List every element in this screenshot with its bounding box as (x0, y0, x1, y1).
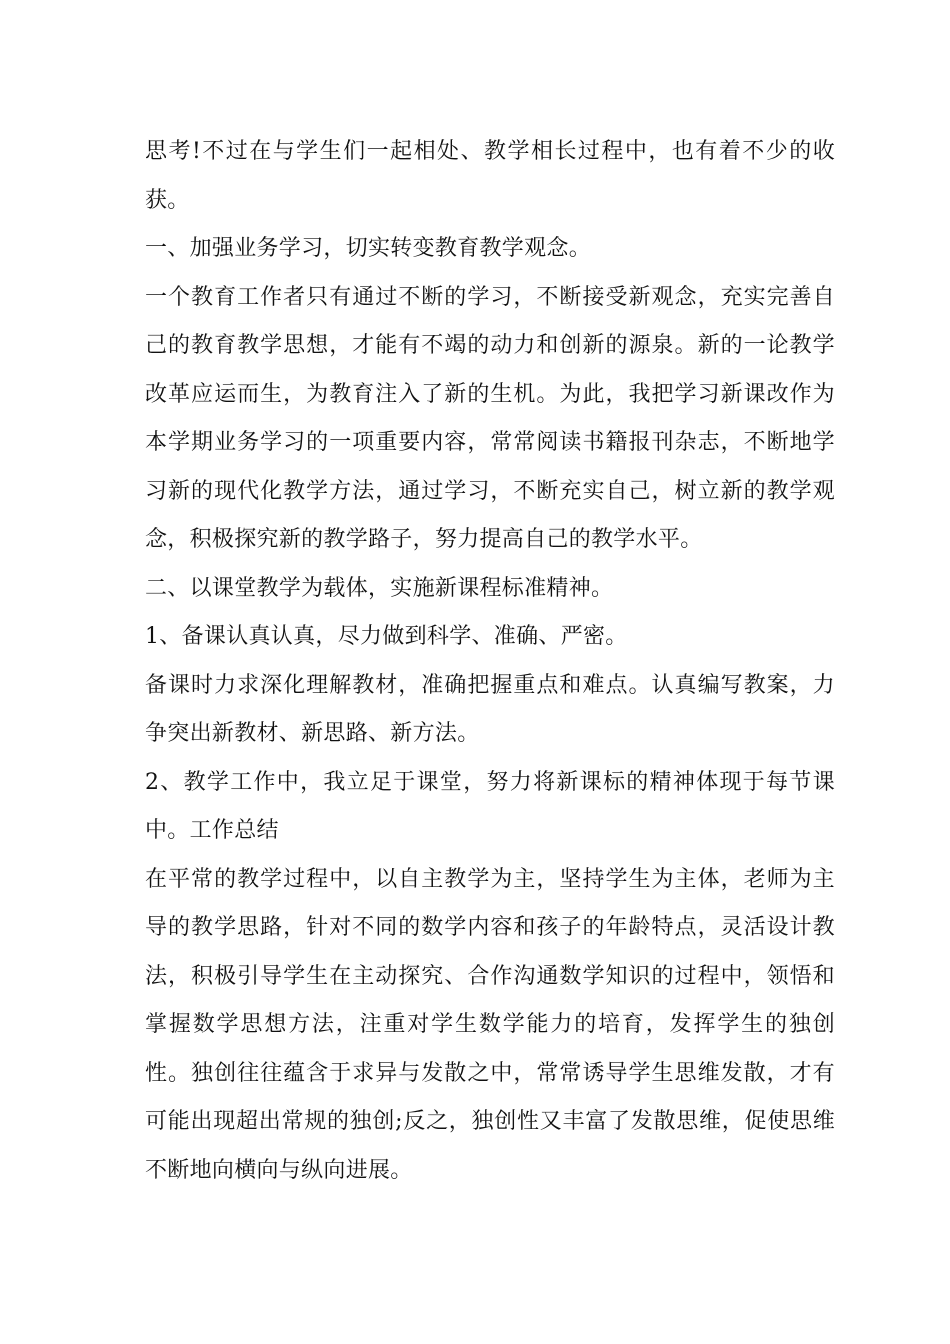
paragraph-continuation: 思考!不过在与学生们一起相处、教学相长过程中，也有着不少的收获。 (145, 139, 835, 213)
subheading-2: 2、教学工作中，我立足于课堂，努力将新课标的精神体现于每节课中。工作总结 (145, 769, 835, 843)
section-heading-2: 二、以课堂教学为载体，实施新课程标准精神。 (145, 575, 614, 601)
document-body (145, 128, 835, 1195)
section-heading-1: 一、加强业务学习，切实转变教育教学观念。 (145, 236, 592, 261)
subheading-1: 1、备课认真认真，尽力做到科学、准确、严密。 (145, 624, 628, 649)
paragraph-study: 一个教育工作者只有通过不断的学习，不断接受新观念，充实完善自己的教育教学思想，才能有不竭的动力和创新的源泉。新的一论教学改革应运而生，为教育注入了新的生机。为此，我把学习新课改作为本学期业务学习的一项重要内容，常常阅读书籍报刊杂志，不断地学习新的现代化教学方法，通过学习，不断充实自己，树立新的教学观念，积极探究新的教学路子，努力提高自己的教学水平。 (145, 284, 835, 552)
paragraph-lesson-prep: 备课时力求深化理解教材，准确把握重点和难点。认真编写教案，力争突出新教材、新思路、新方法。 (145, 672, 835, 746)
paragraph-teaching-process: 在平常的教学过程中，以自主教学为主，坚持学生为主体，老师为主导的教学思路，针对不同的数学内容和孩子的年龄特点，灵活设计教法，积极引导学生在主动探究、合作沟通数学知识的过程中，领悟和掌握数学思想方法，注重对学生数学能力的培育，发挥学生的独创性。独创往往蕴含于求异与发散之中，常常诱导学生思维发散，才有可能出现超出常规的独创;反之，独创性又丰富了发散思维，促使思维不断地向横向与纵向进展。 (145, 866, 835, 1183)
